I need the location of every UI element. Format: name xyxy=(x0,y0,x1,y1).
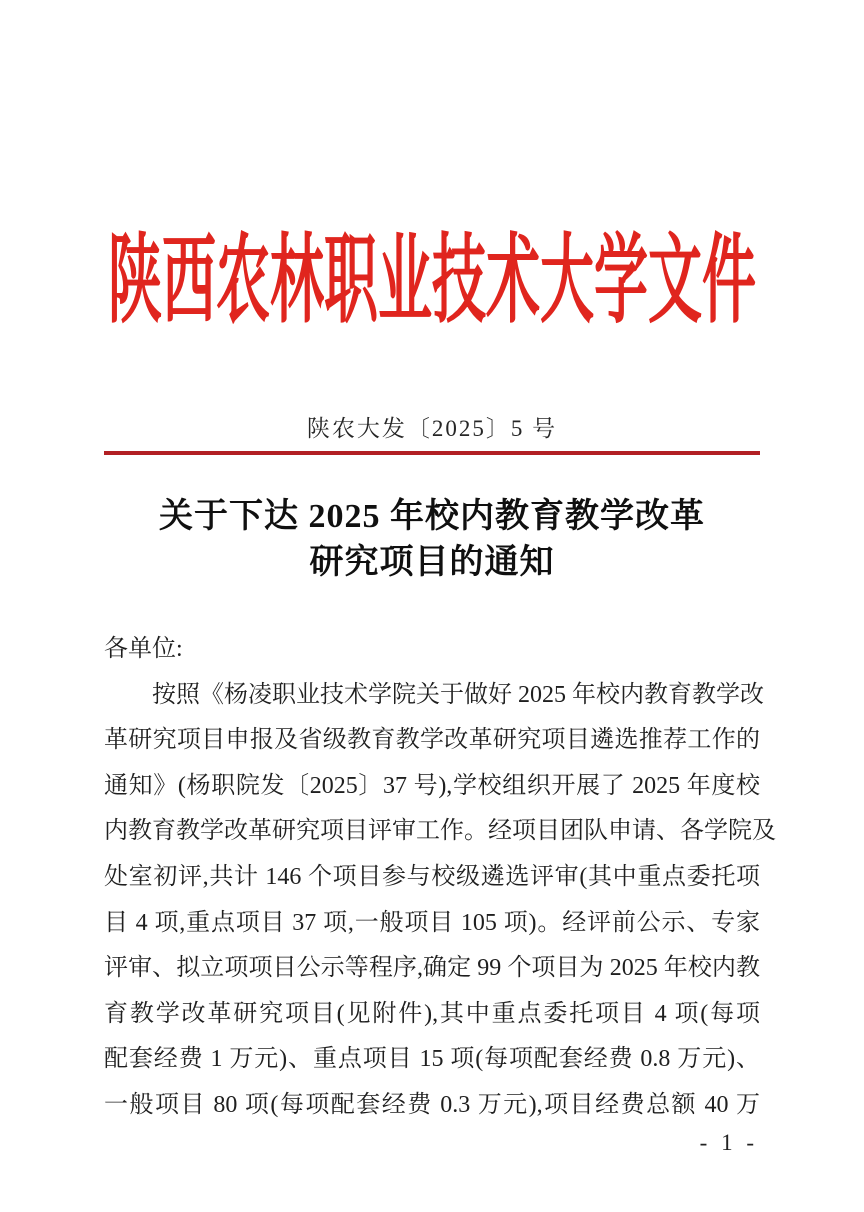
document-body xyxy=(104,627,776,1129)
body-line: 配套经费 1 万元)、重点项目 15 项(每项配套经费 0.8 万元)、 xyxy=(104,1046,760,1073)
body-line: 评审、拟立项项目公示等程序,确定 99 个项目为 2025 年校内教 xyxy=(104,955,760,982)
body-line: 按照《杨凌职业技术学院关于做好 2025 年校内教育教学改 xyxy=(104,681,764,708)
body-line: 处室初评,共计 146 个项目参与校级遴选评审(其中重点委托项 xyxy=(104,863,760,890)
body-line: 目 4 项,重点项目 37 项,一般项目 105 项)。经评前公示、专家 xyxy=(104,909,760,936)
body-line: 通知》(杨职院发〔2025〕37 号),学校组织开展了 2025 年度校 xyxy=(104,772,760,799)
page-number: - 1 - xyxy=(699,1130,758,1155)
body-line: 一般项目 80 项(每项配套经费 0.3 万元),项目经费总额 40 万 xyxy=(104,1091,760,1118)
body-line: 内教育教学改革研究项目评审工作。经项目团队申请、各学院及 xyxy=(104,818,776,845)
notice-title xyxy=(0,494,864,586)
notice-title-line2: 研究项目的通知 xyxy=(309,544,555,581)
document-number: 陕农大发〔2025〕5 号 xyxy=(306,416,558,441)
document-masthead-title: 陕西农林职业技术大学文件 xyxy=(108,227,756,335)
body-line: 各单位: xyxy=(104,636,183,662)
body-line: 育教学改革研究项目(见附件),其中重点委托项目 4 项(每项 xyxy=(104,1000,760,1027)
header-divider-line xyxy=(104,451,760,455)
notice-title-line1: 关于下达 2025 年校内教育教学改革 xyxy=(159,498,705,535)
body-line: 革研究项目申报及省级教育教学改革研究项目遴选推荐工作的 xyxy=(104,727,760,754)
